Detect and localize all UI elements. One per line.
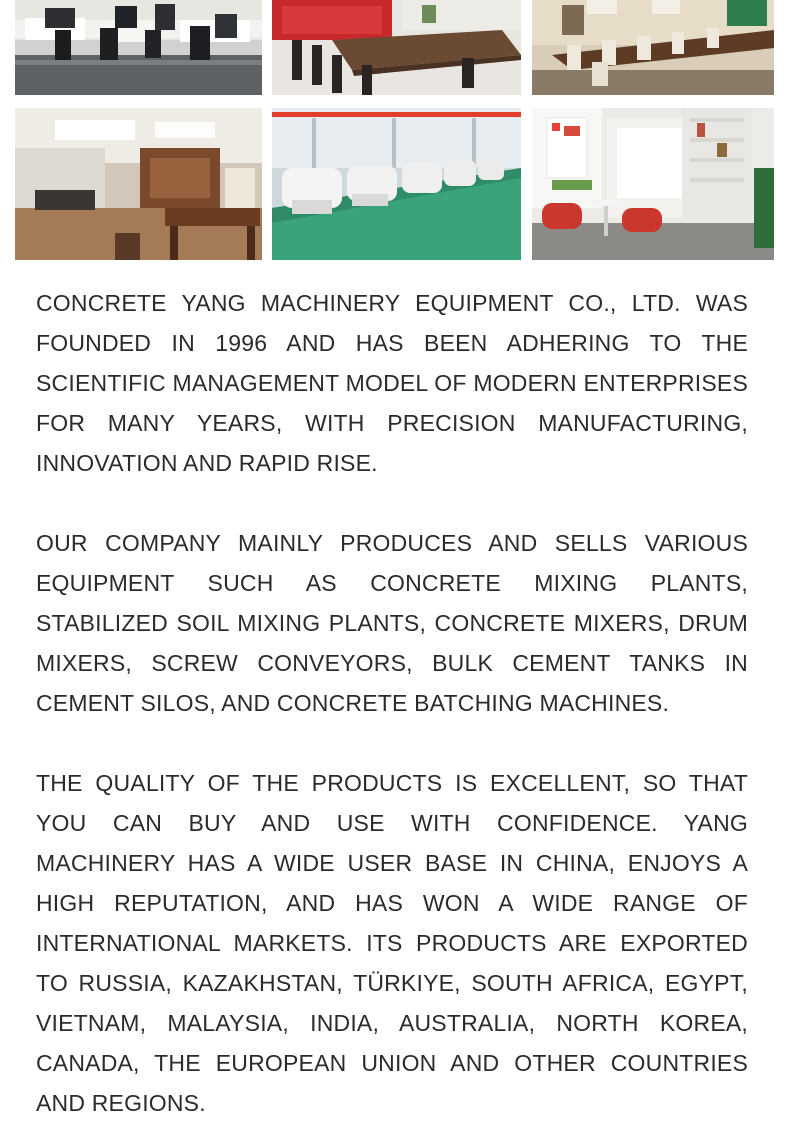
conference-room-photo: [532, 0, 774, 95]
executive-office-photo: [15, 108, 262, 260]
reception-lounge-photo: [532, 108, 774, 260]
meeting-table-photo: [272, 0, 521, 95]
products-paragraph: OUR COMPANY MAINLY PRODUCES AND SELLS VARIOUS EQUIPMENT SUCH AS CONCRETE MIXING PLANTS, STABILIZED SOIL MIXING PLANTS, CONCRETE MIXERS, DRUM MIXERS, SCREW CONVEYORS, BULK CEMENT TANKS IN CEMENT SILOS, AND CONCRETE BATCHING MACHINES.: [36, 530, 748, 716]
markets-paragraph: THE QUALITY OF THE PRODUCTS IS EXCELLENT, SO THAT YOU CAN BUY AND USE WITH CONFIDENCE. YANG MACHINERY HAS A WIDE USER BASE IN CHINA, ENJOYS A HIGH REPUTATION, AND HAS WON A WIDE RANGE OF INTERNATIONAL MARKETS. ITS PRODUCTS ARE EXPORTED TO RUSSIA, KAZAKHSTAN, TÜRKIYE, SOUTH AFRICA, EGYPT, VIETNAM, MALAYSIA, INDIA, AUSTRALIA, NORTH KOREA, CANADA, THE EUROPEAN UNION AND OTHER COUNTRIES AND REGIONS.: [36, 770, 748, 1116]
open-office-photo: [15, 0, 262, 95]
factory-floor-photo: [272, 108, 521, 260]
photo-gallery: [15, 0, 774, 260]
company-intro-paragraph: CONCRETE YANG MACHINERY EQUIPMENT CO., LTD. WAS FOUNDED IN 1996 AND HAS BEEN ADHERING TO THE SCIENTIFIC MANAGEMENT MODEL OF MODERN ENTERPRISES FOR MANY YEARS, WITH PRECISION MANUFACTURING, INNOVATION AND RAPID RISE.: [36, 290, 748, 476]
